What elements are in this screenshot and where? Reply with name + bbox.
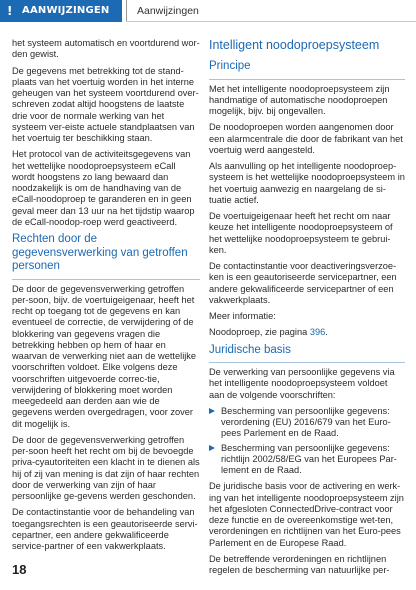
section-heading-juridisch: Juridische basis bbox=[209, 343, 291, 356]
header-rule bbox=[126, 21, 416, 22]
bullet-list bbox=[209, 406, 405, 477]
paragraph: De voertuigeigenaar heeft het recht om naar keuze het intelligente noodoproepsysteem of het wettelijke noodoproepsysteem te gebrui-ken. bbox=[209, 211, 393, 255]
page-number: 18 bbox=[12, 562, 27, 577]
paragraph: Met het intelligente noodoproepsysteem zijn handmatige of automatische noodoproepen mogelijk, bijv. bij ongevallen. bbox=[209, 83, 390, 116]
reference-suffix: . bbox=[325, 327, 328, 338]
page-link[interactable]: 396 bbox=[309, 327, 326, 338]
section-heading-principe: Principe bbox=[209, 60, 251, 72]
paragraph: Meer informatie: bbox=[209, 311, 276, 321]
paragraph: De gegevens met betrekking tot de stand-plaats van het voertuig worden in het interne geheugen van het systeem voortdurend over-schreven zodat altijd hoogstens de laatste drie voor de normale werking van het systeem ver-eiste actuele standplaatsen van het voertuig ter beschikking staan. bbox=[12, 65, 199, 143]
section-tab-label: AANWIJZINGEN bbox=[22, 5, 110, 16]
heading-rule bbox=[209, 79, 405, 80]
triangle-bullet-icon bbox=[209, 445, 215, 451]
paragraph: De juridische basis voor de activering en werk-ing van het intelligente noodoproepsysteem zijn het afgesloten ConnectedDrive-contract voor deze functie en de overeenkomstige wet-ten, verordeningen en richtlijnen van het Euro-pees Parlement en de Europese Raad. bbox=[209, 481, 404, 548]
breadcrumb: Aanwijzingen bbox=[137, 5, 199, 17]
triangle-bullet-icon bbox=[209, 408, 215, 414]
paragraph: De door de gegevensverwerking getroffen per-soon, bijv. de voertuigeigenaar, heeft het recht op toegang tot de gegevens en kan eventueel de correctie, de verwijdering of de blokkering van gegevens vragen die betrekking hebben op hem of haar en waarvan de verwerking niet aan de wettelijke voorschriften voldoet. Elke volgens deze voorschriften uitgevoerde correc-tie, verwijdering of blokkering moet worden meegedeeld aan derden aan wie de gegevens werden overgedragen, voor zover dit mogelijk is. bbox=[12, 283, 197, 429]
header-divider bbox=[126, 0, 127, 22]
exclamation-icon: ! bbox=[7, 4, 13, 18]
section-heading-rights: Rechten door de gegevensverwerking van getroffen personen bbox=[12, 233, 188, 272]
paragraph-reference bbox=[209, 327, 405, 338]
paragraph: Als aanvulling op het intelligente noodoproep-systeem is het wettelijke noodoproepsysteem in het voertuig aanwezig en naargelang de si-tuatie actief. bbox=[209, 161, 405, 205]
section-tab bbox=[0, 0, 122, 22]
paragraph: De noodoproepen worden aangenomen door een alarmcentrale die door de fabrikant van het voertuig werd aangesteld. bbox=[209, 122, 403, 155]
paragraph: De door de gegevensverwerking getroffen per-soon heeft het recht om bij de bevoegde priva-cyautoriteiten een klacht in te dienen als hij of zij van mening is dat zijn of haar rechten door de verwerking van zijn of haar persoonlijke ge-gevens werden geschonden. bbox=[12, 434, 200, 501]
paragraph: het systeem automatisch en voortdurend wor-den gewist. bbox=[12, 38, 200, 60]
list-item-text: Bescherming van persoonlijke gegevens: verordening (EU) 2016/679 van het Euro-pees Parlement en de Raad. bbox=[221, 405, 391, 439]
list-item bbox=[209, 406, 405, 440]
paragraph: De contactinstantie voor de behandeling van toegangsrechten is een geautoriseerde servi-cepartner, een andere gekwalificeerde service-partner of een vakwerkplaats. bbox=[12, 507, 198, 551]
page-title: Intelligent noodoproepsysteem bbox=[209, 38, 380, 52]
list-item-text: Bescherming van persoonlijke gegevens: richtlijn 2002/58/EG van het Europees Par-lement en de Raad. bbox=[221, 442, 397, 475]
paragraph: De contactinstantie voor deactiveringsverzoe-ken is een geautoriseerde servicepartner, een andere gekwalificeerde servicepartner of een vakwerkplaats. bbox=[209, 261, 397, 305]
list-item bbox=[209, 443, 405, 477]
heading-rule bbox=[12, 279, 200, 280]
paragraph: De verwerking van persoonlijke gegevens via het intelligente noodoproepsysteem voldoet aan de volgende voorschriften: bbox=[209, 367, 395, 400]
reference-text: Noodoproep, zie pagina bbox=[209, 327, 310, 338]
paragraph: De betreffende verordeningen en richtlijnen regelen de bescherming van natuurlijke per- bbox=[209, 553, 390, 575]
page-header bbox=[0, 0, 416, 22]
left-column bbox=[12, 38, 200, 557]
right-column bbox=[209, 38, 405, 581]
paragraph: Het protocol van de activiteitsgegevens van het wettelijke noodoproepsysteem eCall wordt hoogstens zo lang bewaard dan noodzakelijk is om de handhaving van de eCall-noodoproep te garanderen en in geen geval meer dan 13 uur na het tijdstip waarop de eCall-noodop-roep werd geactiveerd. bbox=[12, 149, 195, 227]
heading-rule bbox=[209, 362, 405, 363]
